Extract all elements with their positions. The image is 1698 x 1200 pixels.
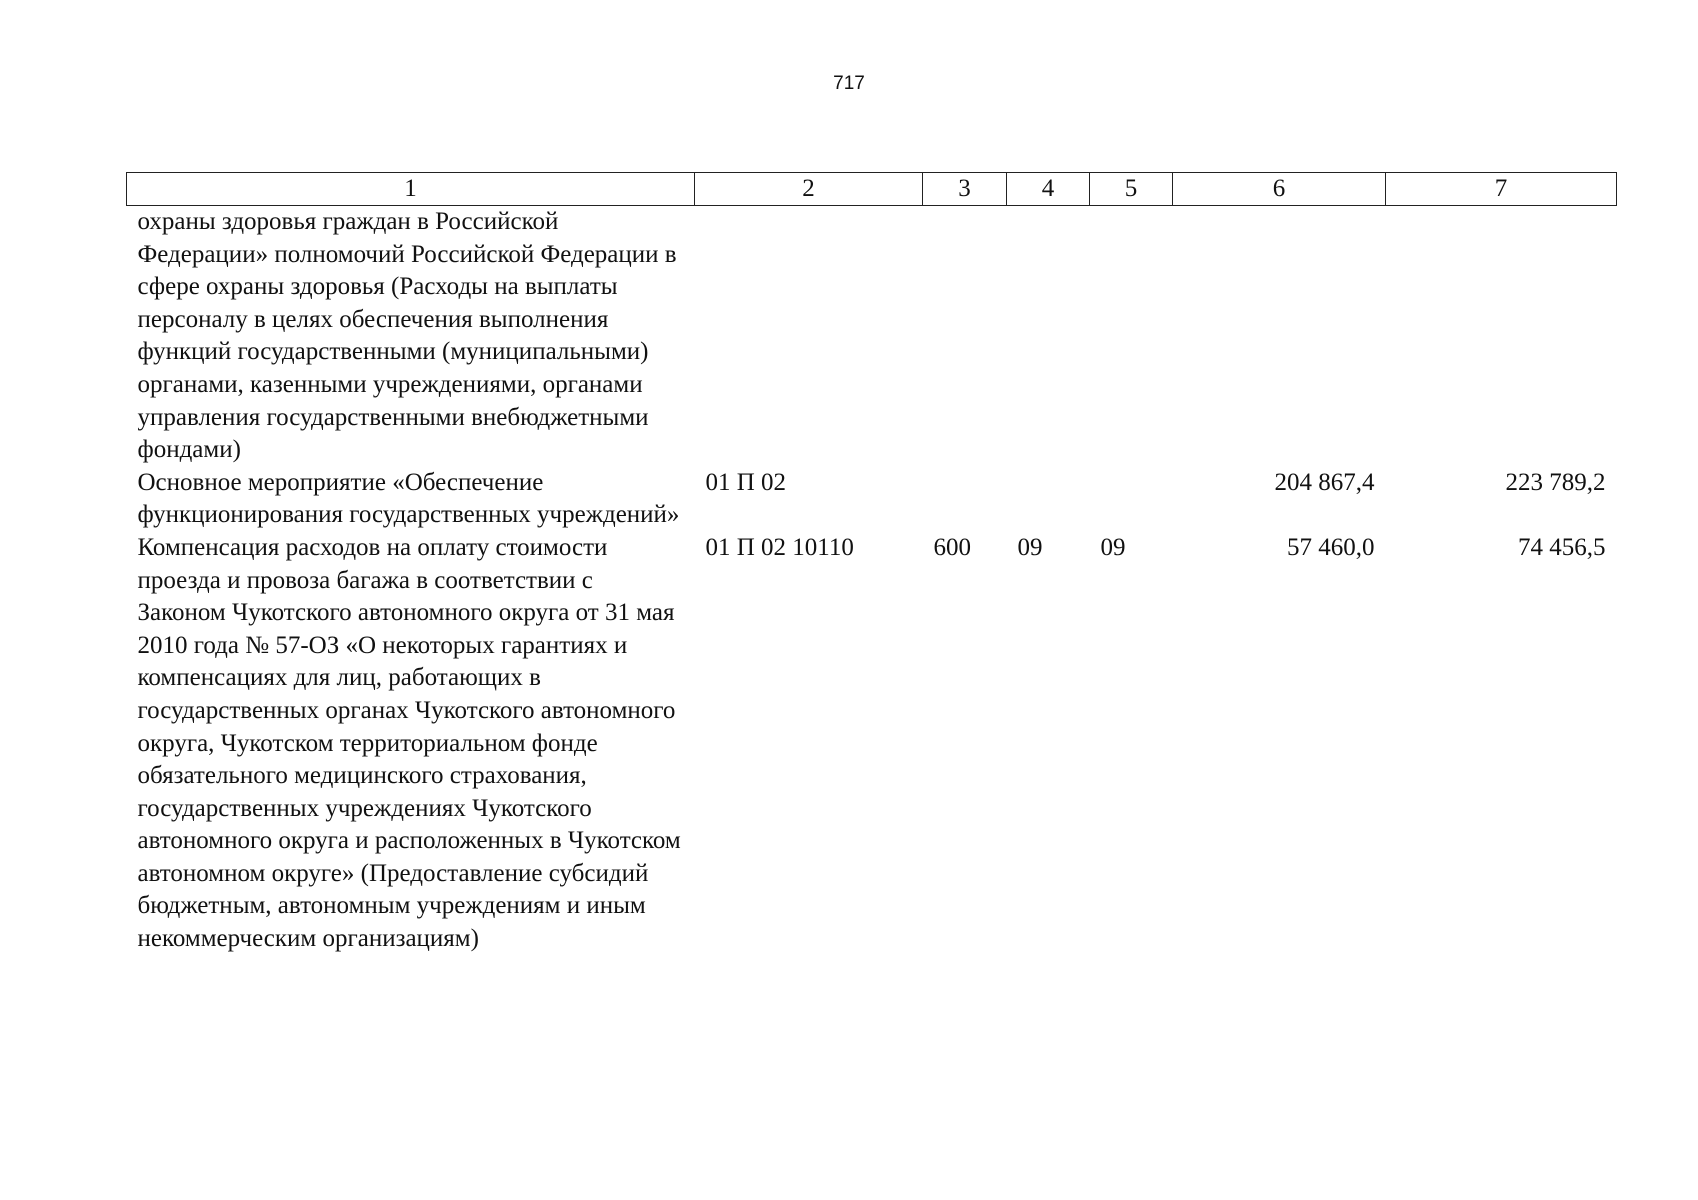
header-col-3: 3 xyxy=(923,173,1007,206)
row-col-3: 600 xyxy=(933,533,971,561)
table-row xyxy=(127,206,1617,467)
row-target-code xyxy=(695,206,923,467)
row-target-code: 01 П 02 xyxy=(705,468,787,496)
row-amount-7: 223 789,2 xyxy=(1505,468,1606,496)
row-amount-7: 74 456,5 xyxy=(1518,533,1606,561)
header-col-5: 5 xyxy=(1090,173,1173,206)
row-amount-7 xyxy=(1386,206,1617,467)
row-description: Основное мероприятие «Обеспечение функционирования государственных учреждений» xyxy=(137,468,680,529)
header-col-1: 1 xyxy=(127,173,695,206)
row-col-4: 09 xyxy=(1017,533,1043,561)
table-row xyxy=(127,467,1617,532)
header-col-4: 4 xyxy=(1007,173,1090,206)
page-number: 717 xyxy=(833,73,865,94)
row-col-3 xyxy=(923,206,1007,467)
budget-table xyxy=(126,172,1617,956)
header-col-7: 7 xyxy=(1386,173,1617,206)
header-col-2: 2 xyxy=(695,173,923,206)
row-col-4 xyxy=(1007,206,1090,467)
row-amount-6 xyxy=(1173,206,1386,467)
row-description: охраны здоровья граждан в Российской Федерации» полномочий Российской Федерации в сфере охраны здоровья (Расходы на выплаты персоналу в целях обеспечения выполнения функций государственными (муниципальными) органами, казенными учреждениями, органами управления государственными внебюджетными фондами) xyxy=(137,208,677,464)
table-row xyxy=(127,532,1617,956)
row-col-5 xyxy=(1090,467,1173,532)
row-description: Компенсация расходов на оплату стоимости проезда и провоза багажа в соответствии с Законом Чукотского автономного округа от 31 мая 2010 года № 57-ОЗ «О некоторых гарантиях и компенсациях для лиц, работающих в государственных органах Чукотского автономного округа, Чукотском территориальном фонде обязательного медицинского страхования, государственных учреждениях Чукотского автономного округа и расположенных в Чукотском автономном округе» (Предоставление субсидий бюджетным, автономным учреждениям и иным некоммерческим организациям) xyxy=(137,533,681,953)
table-header-row xyxy=(127,173,1617,206)
row-amount-6: 204 867,4 xyxy=(1274,468,1375,496)
row-target-code: 01 П 02 10110 xyxy=(705,533,854,561)
row-col-5: 09 xyxy=(1100,533,1126,561)
header-col-6: 6 xyxy=(1173,173,1386,206)
row-amount-6: 57 460,0 xyxy=(1287,533,1375,561)
row-col-3 xyxy=(923,467,1007,532)
row-col-4 xyxy=(1007,467,1090,532)
row-col-5 xyxy=(1090,206,1173,467)
